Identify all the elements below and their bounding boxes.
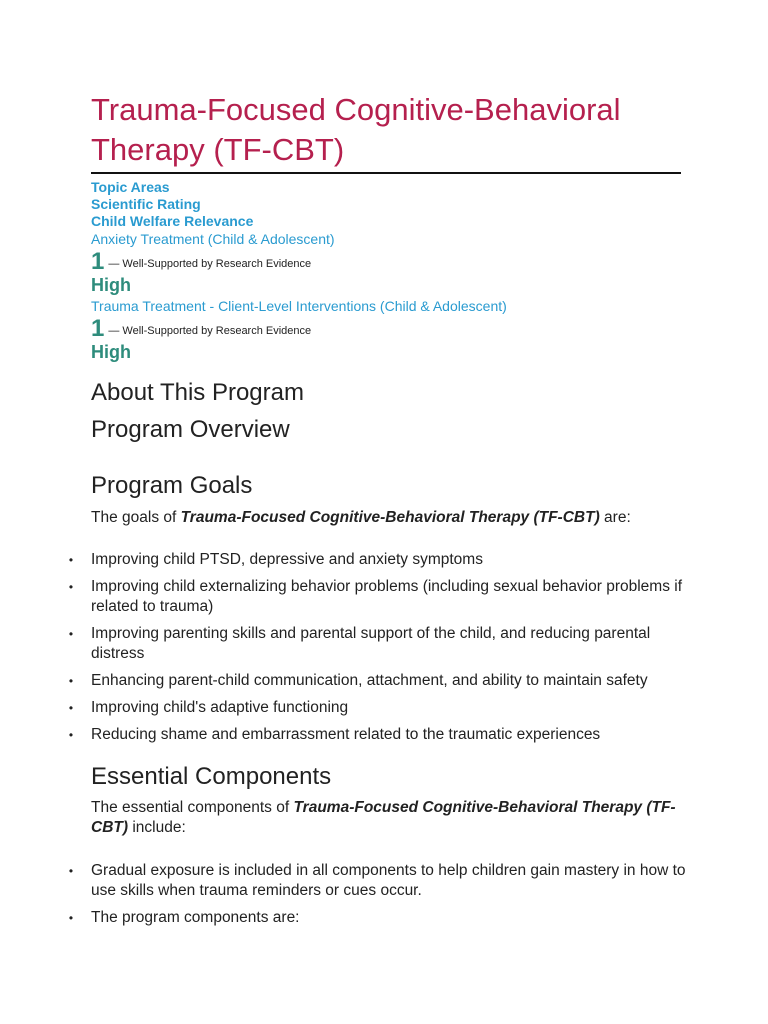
child-welfare-label[interactable]: Child Welfare Relevance [91, 213, 254, 229]
bullet-icon: • [68, 911, 74, 925]
intro-prefix: The essential components of [91, 799, 294, 816]
program-name-emphasis: Trauma-Focused Cognitive-Behavioral Therapy (TF-CBT) [180, 509, 600, 526]
list-item [66, 624, 686, 664]
component-text: Gradual exposure is included in all components to help children gain mastery in how to use skills when trauma reminders or cues occur. [91, 862, 686, 899]
bullet-icon: • [68, 553, 74, 567]
scientific-rating-label[interactable]: Scientific Rating [91, 196, 201, 212]
scientific-rating-value: 1 [91, 248, 105, 275]
scientific-rating-description: — Well-Supported by Research Evidence [108, 325, 312, 337]
about-heading: About This Program [91, 379, 304, 406]
topic-areas-label[interactable]: Topic Areas [91, 179, 170, 195]
bullet-icon: • [68, 728, 74, 742]
page-title: Trauma-Focused Cognitive-Behavioral Therapy (TF-CBT) [91, 90, 681, 174]
bullet-icon: • [68, 580, 74, 594]
components-heading: Essential Components [91, 763, 332, 790]
list-item [66, 550, 686, 570]
list-item [66, 671, 686, 691]
child-welfare-relevance-value: High [91, 275, 131, 295]
scientific-rating-description: — Well-Supported by Research Evidence [108, 258, 312, 270]
list-item [66, 577, 686, 617]
child-welfare-relevance-value: High [91, 342, 131, 362]
bullet-icon: • [68, 674, 74, 688]
scientific-rating-value: 1 [91, 315, 105, 342]
topic-link-trauma[interactable]: Trauma Treatment - Client-Level Interventions (Child & Adolescent) [91, 298, 507, 314]
intro-suffix: are: [599, 509, 631, 526]
goal-text: Improving child externalizing behavior problems (including sexual behavior problems if related to trauma) [91, 578, 683, 615]
component-text: The program components are: [91, 909, 300, 926]
list-item [66, 725, 686, 745]
goals-heading: Program Goals [91, 472, 253, 499]
intro-suffix: include: [128, 819, 186, 836]
overview-heading: Program Overview [91, 416, 290, 443]
goal-text: Enhancing parent-child communication, attachment, and ability to maintain safety [91, 672, 648, 689]
goal-text: Improving child's adaptive functioning [91, 699, 349, 716]
components-intro [91, 798, 691, 838]
rating-row [91, 250, 691, 274]
list-item [66, 698, 686, 718]
bullet-icon: • [68, 864, 74, 878]
goals-intro [91, 508, 691, 528]
list-item [66, 908, 686, 928]
goal-text: Improving parenting skills and parental support of the child, and reducing parental distress [91, 625, 651, 662]
goal-text: Improving child PTSD, depressive and anxiety symptoms [91, 551, 483, 568]
components-list [66, 861, 686, 935]
goal-text: Reducing shame and embarrassment related to the traumatic experiences [91, 726, 601, 743]
bullet-icon: • [68, 701, 74, 715]
intro-prefix: The goals of [91, 509, 181, 526]
list-item [66, 861, 686, 901]
topic-link-anxiety[interactable]: Anxiety Treatment (Child & Adolescent) [91, 231, 335, 247]
program-meta [91, 179, 691, 364]
goals-list [66, 550, 686, 752]
rating-row [91, 317, 691, 341]
program-name-emphasis: Trauma-Focused Cognitive-Behavioral Therapy (TF-CBT) [91, 799, 676, 836]
bullet-icon: • [68, 627, 74, 641]
